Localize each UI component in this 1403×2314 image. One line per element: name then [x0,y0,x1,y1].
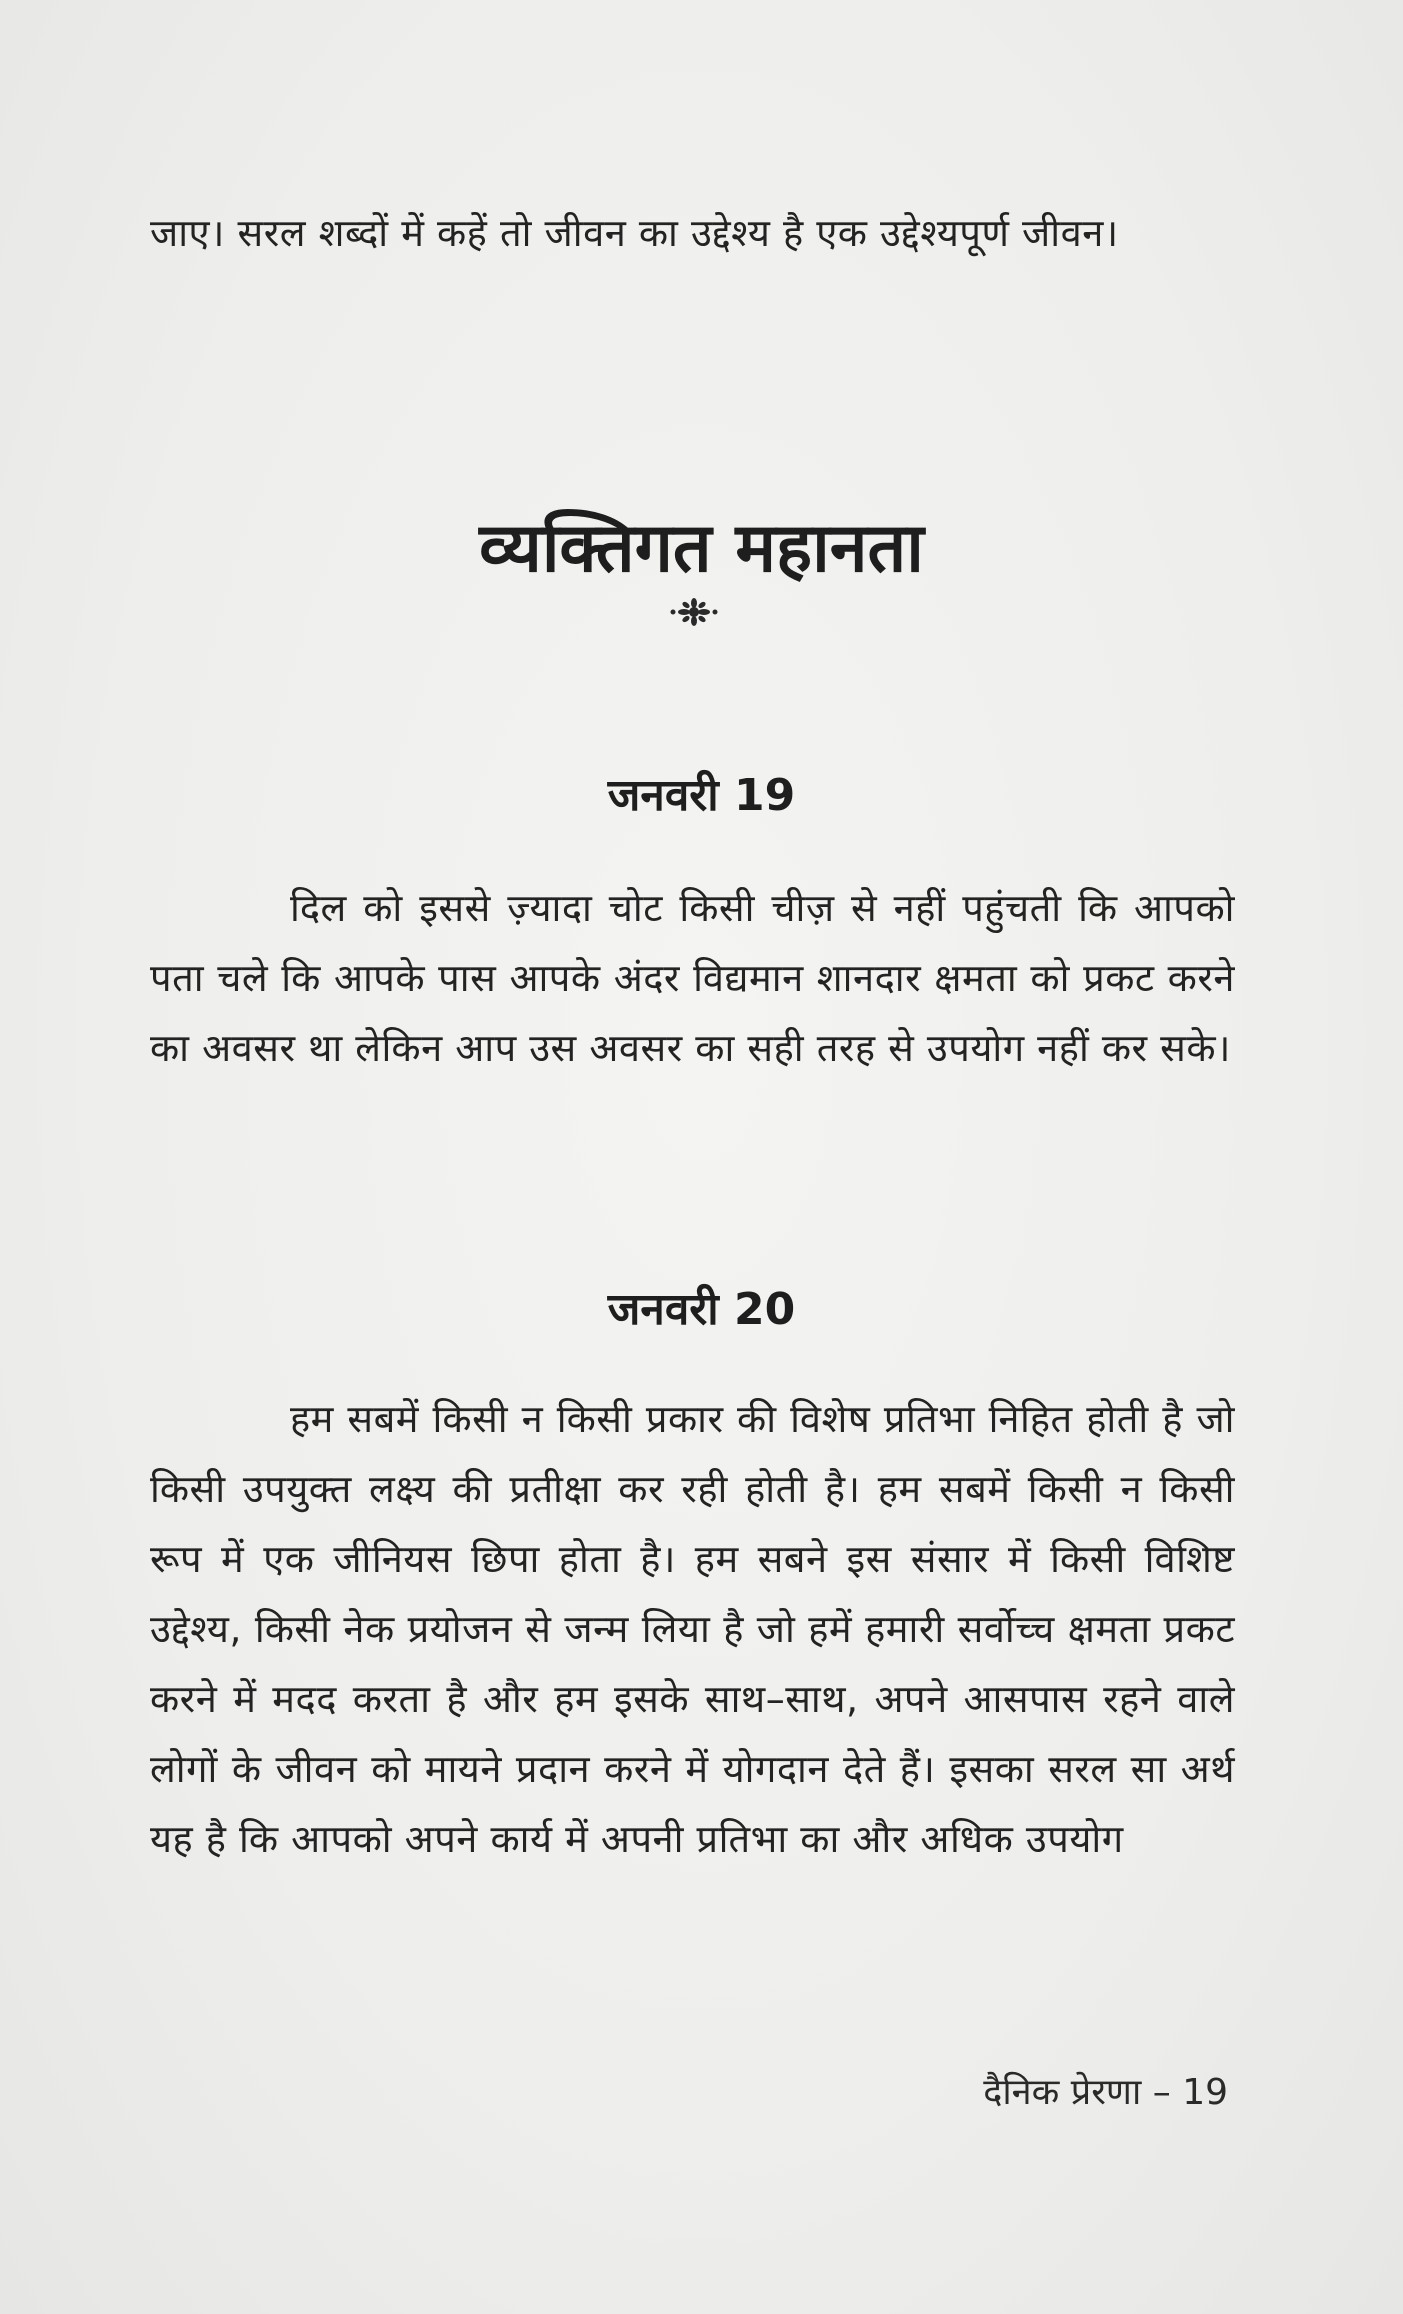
entry-text: हम सबमें किसी न किसी प्रकार की विशेष प्रतिभा निहित होती है जो किसी उपयुक्त लक्ष्य की प्रतीक्षा कर रही होती है। हम सबमें किसी न किसी रूप में एक जीनियस छिपा होता है। हम सबने इस संसार में किसी विशिष्ट उद्देश्य, किसी नेक प्रयोजन से जन्म लिया है जो हमें हमारी सर्वोच्च क्षमता प्रकट करने में मदद करता है और हम इसके साथ–साथ, अपने आसपास रहने वाले लोगों के जीवन को मायने प्रदान करने में योगदान देते हैं। इसका सरल सा अर्थ यह है कि आपको अपने कार्य में अपनी प्रतिभा का और अधिक उपयोग [150,1397,1235,1861]
section-title: व्यक्तिगत महानता [479,509,924,588]
floral-divider-icon [666,598,722,626]
entry-date-heading: जनवरी 19 [607,770,796,821]
intro-paragraph: जाए। सरल शब्दों में कहें तो जीवन का उद्देश्य है एक उद्देश्यपूर्ण जीवन। [150,211,1119,255]
page-footer [983,2066,1228,2115]
entry-text: दिल को इससे ज़्यादा चोट किसी चीज़ से नहीं पहुंचती कि आपको पता चले कि आपके पास आपके अंदर विद्यमान शानदार क्षमता को प्रकट करने का अवसर था लेकिन आप उस अवसर का सही तरह से उपयोग नहीं कर सके। [150,886,1235,1070]
footer-book-title: दैनिक प्रेरणा [983,2072,1142,2113]
footer-separator: – [1152,2072,1171,2113]
page-number: 19 [1182,2072,1228,2113]
entry-date-heading: जनवरी 20 [607,1284,796,1335]
